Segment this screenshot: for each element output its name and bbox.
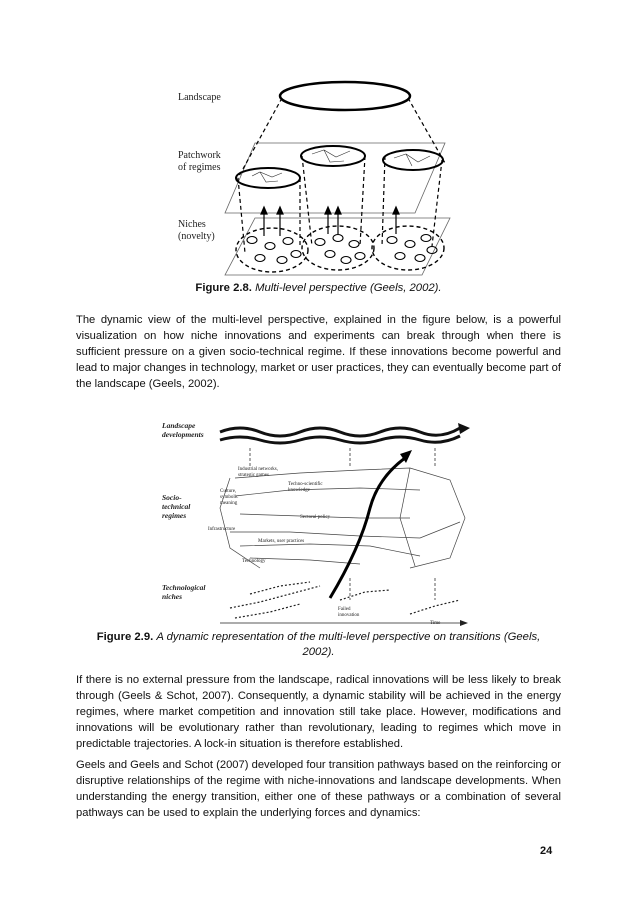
figure-multi-level-perspective bbox=[160, 78, 470, 278]
paragraph-1: The dynamic view of the multi-level perspective, explained in the figure below, is a powerful visualization on how niche innovations and experiments can break through when there is sufficient pressure on a given socio-technical regime. If these innovations become powerful and lead to major changes in technology, market or user practices, they can eventually become part of the landscape (Geels, 2002). bbox=[76, 314, 561, 390]
label-failed-2: innovation bbox=[338, 613, 360, 618]
label-regimes-1: Patchwork bbox=[178, 150, 221, 161]
caption-text: Multi-level perspective (Geels, 2002). bbox=[255, 282, 442, 294]
label-regimes-3: regimes bbox=[162, 511, 187, 520]
regimes-plane bbox=[225, 143, 445, 213]
caption-number: Figure 2.8. bbox=[195, 282, 252, 294]
regime-ellipse-3 bbox=[383, 150, 443, 170]
label-landscape-1: Landscape bbox=[162, 421, 196, 430]
label-regimes-1: Socio- bbox=[162, 493, 182, 502]
label-culture-3: meaning bbox=[220, 501, 238, 506]
niche-arrows bbox=[261, 207, 399, 236]
label-technology: Technology bbox=[242, 559, 266, 564]
regime-ellipse-1 bbox=[236, 168, 300, 188]
label-niches-1: Technological bbox=[162, 583, 206, 592]
label-niches-1: Niches bbox=[178, 219, 206, 230]
label-industrial-1: Industrial networks, bbox=[238, 467, 278, 472]
label-regimes-2: of regimes bbox=[178, 162, 221, 173]
regime-ellipse-2 bbox=[301, 146, 365, 166]
figure-2-8-caption bbox=[76, 282, 561, 294]
niche-circles bbox=[247, 235, 437, 264]
page-number: 24 bbox=[540, 845, 553, 857]
landscape-arrows bbox=[220, 428, 460, 443]
label-sectoral: Sectoral policy bbox=[300, 515, 331, 520]
label-industrial-2: strategic games bbox=[238, 473, 269, 478]
label-markets: Markets, user practices bbox=[258, 539, 305, 544]
label-infrastructure: Infrastructure bbox=[208, 527, 236, 532]
label-culture-1: Culture, bbox=[220, 489, 237, 494]
label-culture-2: symbolic bbox=[220, 495, 239, 500]
label-techsci-1: Techno-scientific bbox=[288, 482, 323, 487]
caption-text-2: 2002). bbox=[302, 646, 335, 658]
label-landscape-2: developments bbox=[162, 430, 204, 439]
label-time: Time bbox=[430, 621, 441, 626]
regime-trajectories bbox=[220, 468, 465, 568]
caption-text-1: A dynamic representation of the multi-level perspective on transitions (Geels, bbox=[156, 631, 541, 643]
paragraph-3: Geels and Geels and Schot (2007) developed four transition pathways based on the reinforcing or disruptive relationships of the regime with niche-innovations and landscape developments. When understanding the energy transition, either one of these pathways or a combination of several pathways can be used to explain the underlying forces and dynamics: bbox=[76, 759, 561, 819]
label-niches-2: niches bbox=[162, 592, 183, 601]
niche-ellipse-3 bbox=[372, 226, 444, 270]
figure-2-9-caption bbox=[56, 630, 581, 660]
breakthrough-arrow bbox=[330, 458, 405, 598]
label-techsci-2: knowledge bbox=[288, 488, 310, 493]
niche-ellipse-1 bbox=[236, 228, 308, 272]
label-landscape: Landscape bbox=[178, 92, 221, 103]
figure-dynamic-mlp bbox=[160, 418, 490, 628]
paragraph-2: If there is no external pressure from the landscape, radical innovations will be less likely to break through (Geels & Schot, 2007). Consequently, a dynamic stability will be achieved in the energy regimes, where market competition and innovation still take place. However, modifications and innovations will be evolutionary rather than revolutionary, leading to regimes which move in predictable trajectories. A lock-in situation is therefore established. bbox=[76, 674, 561, 750]
landscape-ellipse bbox=[280, 82, 410, 110]
label-failed-1: Failed bbox=[338, 607, 351, 612]
label-regimes-2: technical bbox=[162, 502, 191, 511]
caption-number: Figure 2.9. bbox=[96, 631, 154, 643]
label-niches-2: (novelty) bbox=[178, 231, 215, 242]
